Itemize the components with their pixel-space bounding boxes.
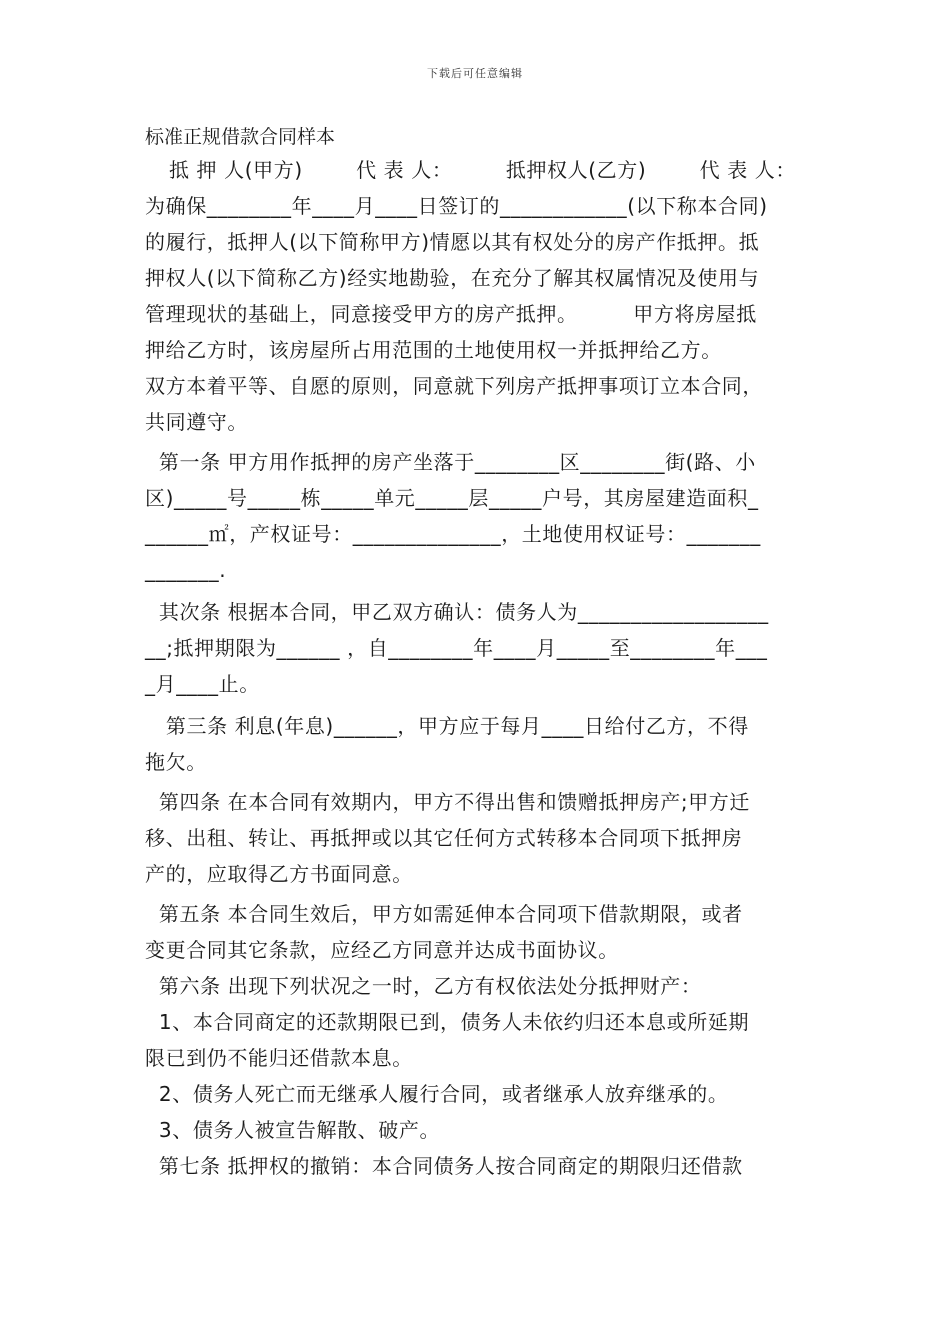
body-line: 押权人(以下简称乙方)经实地勘验，在充分了解其权属情况及使用与 (145, 266, 760, 290)
clause-3-line: 第三条 利息(年息)______，甲方应于每月____日给付乙方，不得 (145, 714, 749, 738)
parties-row (145, 152, 810, 188)
clause-4-line: 第四条 在本合同有效期内，甲方不得出售和馈赠抵押房产;甲方迁 (145, 790, 751, 814)
clause-1-line: _______. (145, 558, 227, 582)
clause-3-line: 拖欠。 (145, 750, 207, 774)
body-line: 管理现状的基础上，同意接受甲方的房产抵押。 甲方将房屋抵 (145, 302, 757, 326)
clause-6-item: 3、债务人被宣告解散、破产。 (145, 1118, 441, 1142)
body-line: 的履行，抵押人(以下简称甲方)情愿以其有权处分的房产作抵押。抵 (145, 230, 760, 254)
clause-2-line: 其次条 根据本合同，甲乙双方确认：债务人为__________________ (145, 600, 769, 624)
document-title: 标准正规借款合同样本 (145, 126, 336, 148)
clause-6-item: 限已到仍不能归还借款本息。 (145, 1046, 413, 1070)
mortgagee-label: 抵押权人(乙方) (505, 158, 647, 182)
body-line: 双方本着平等、自愿的原则，同意就下列房产抵押事项订立本合同， (145, 374, 763, 398)
representative-label-2: 代 表 人： (699, 158, 796, 182)
clause-6-item: 1、本合同商定的还款期限已到，债务人未依约归还本息或所延期 (145, 1010, 750, 1034)
contract-body (145, 122, 810, 1184)
body-line: 押给乙方时，该房屋所占用范围的土地使用权一并抵押给乙方。 (145, 338, 722, 362)
clause-5-line: 第五条 本合同生效后，甲方如需延伸本合同项下借款期限，或者 (145, 902, 743, 926)
representative-label-1: 代 表 人： (356, 158, 453, 182)
body-line: 共同遵守。 (145, 410, 248, 434)
clause-1-line: 区)_____号_____栋_____单元_____层_____户号，其房屋建造面积_ (145, 486, 759, 510)
clause-2-line: __;抵押期限为______ ，自________年____月_____至________年___ (145, 636, 768, 660)
clause-4-line: 产的，应取得乙方书面同意。 (145, 862, 413, 886)
clause-6-line: 第六条 出现下列状况之一时，乙方有权依法处分抵押财产： (145, 974, 702, 998)
clause-2-line: _月____止。 (145, 672, 260, 696)
clause-1-line: 第一条 甲方用作抵押的房产坐落于________区________街(路、小 (145, 450, 756, 474)
page-header-note: 下载后可任意编辑 (427, 67, 523, 80)
clause-5-line: 变更合同其它条款，应经乙方同意并达成书面协议。 (145, 938, 619, 962)
mortgagor-label: 抵 押 人(甲方) (169, 158, 303, 182)
clause-7-line: 第七条 抵押权的撤销：本合同债务人按合同商定的期限归还借款 (145, 1154, 743, 1178)
clause-4-line: 移、出租、转让、再抵押或以其它任何方式转移本合同项下抵押房 (145, 826, 743, 850)
clause-1-line: ______㎡，产权证号：______________，土地使用权证号：_______ (145, 522, 761, 546)
clause-6-item: 2、债务人死亡而无继承人履行合同，或者继承人放弃继承的。 (145, 1082, 729, 1106)
body-line: 为确保________年____月____日签订的____________(以下称本合同) (145, 194, 768, 218)
